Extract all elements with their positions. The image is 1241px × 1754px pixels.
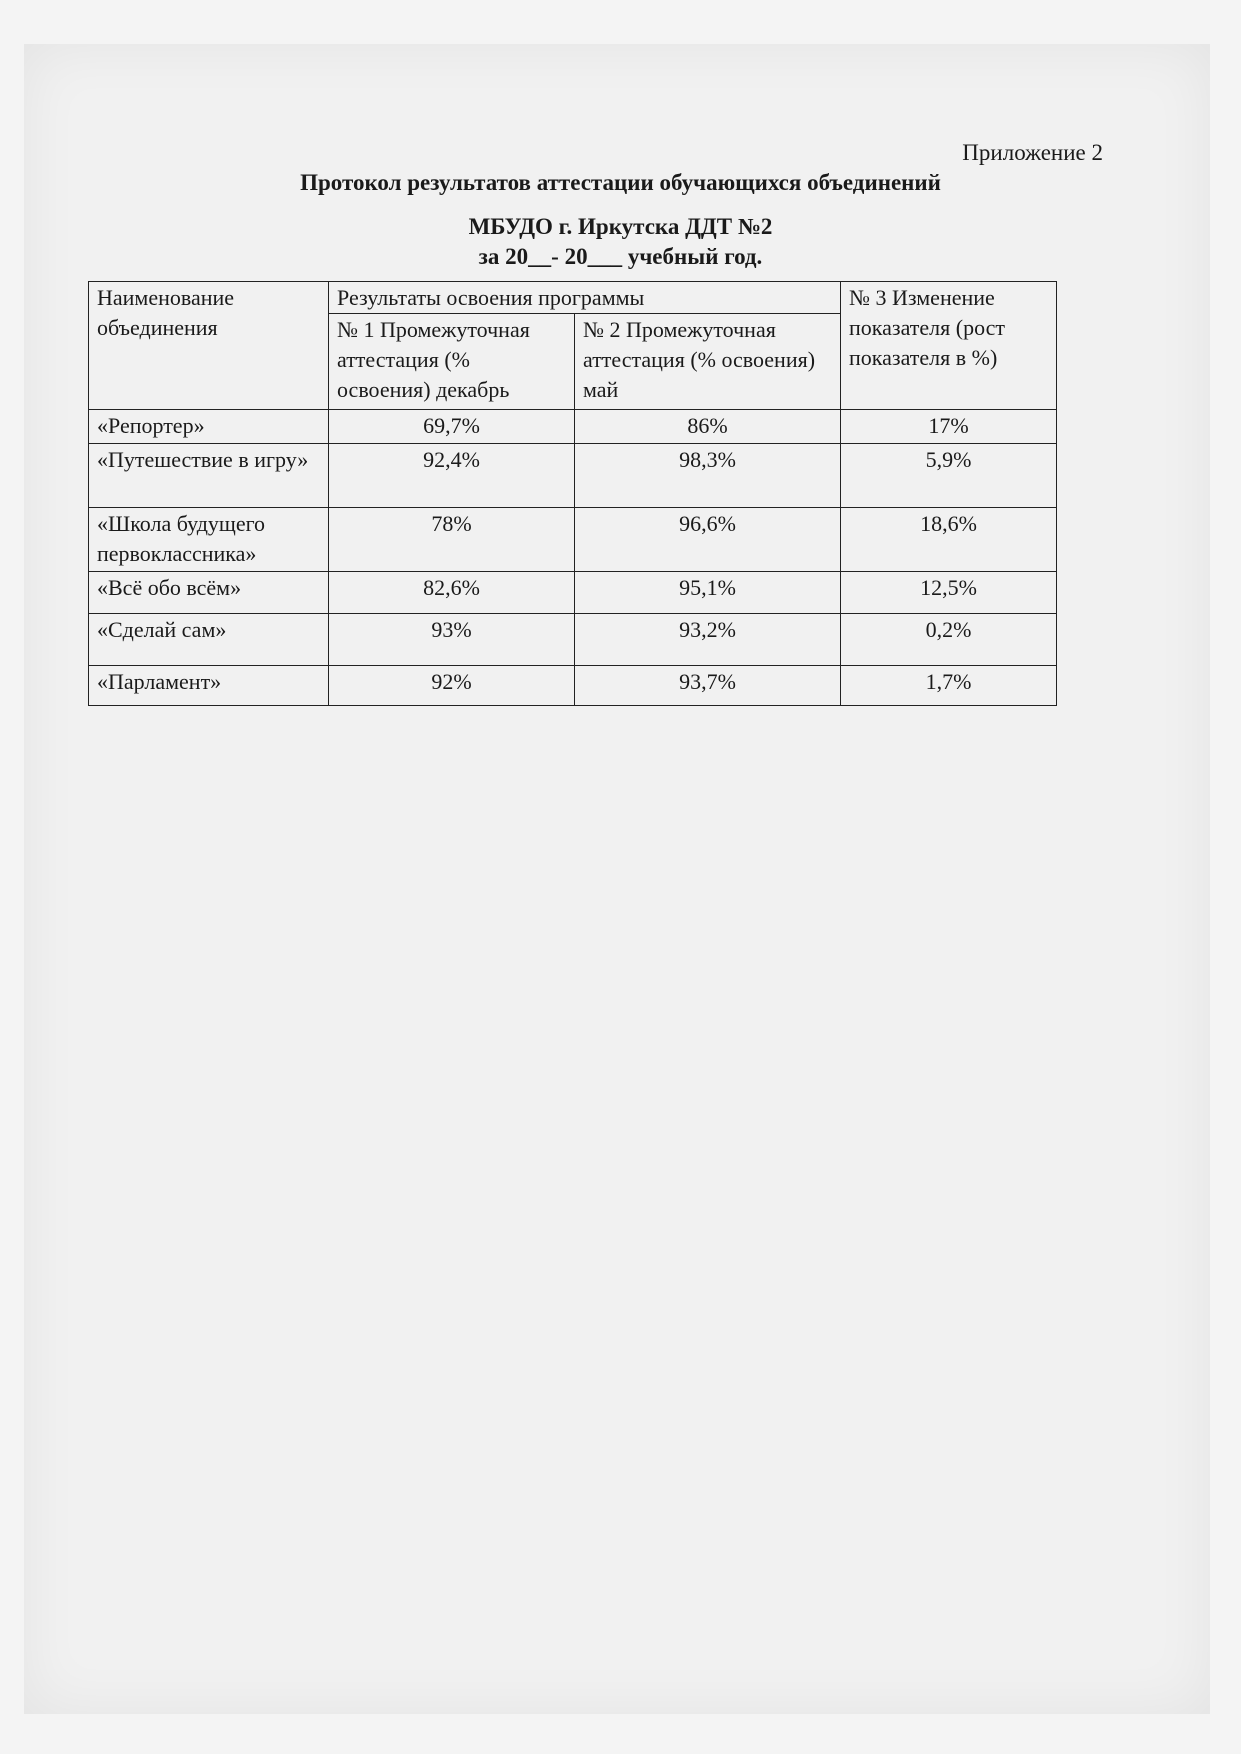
row-may-value: 93,7% xyxy=(575,666,841,706)
row-may-value: 93,2% xyxy=(575,614,841,666)
row-change-value: 17% xyxy=(841,410,1057,444)
header-results-group: Результаты освоения программы xyxy=(329,282,841,314)
document-title: Протокол результатов аттестации обучающихся объединений xyxy=(300,170,941,195)
attestation-results-table xyxy=(88,281,1057,706)
row-change-value: 5,9% xyxy=(841,444,1057,508)
row-name: «Путешествие в игру» xyxy=(89,444,329,508)
row-may-value: 98,3% xyxy=(575,444,841,508)
row-change-value: 0,2% xyxy=(841,614,1057,666)
row-change-value: 18,6% xyxy=(841,508,1057,572)
header-may-column: № 2 Промежуточная аттестация (% освоения) май xyxy=(575,314,841,410)
row-change-value: 12,5% xyxy=(841,572,1057,614)
row-december-value: 92,4% xyxy=(329,444,575,508)
row-name: «Сделай сам» xyxy=(89,614,329,666)
school-year-title: за 20__- 20___ учебный год. xyxy=(478,244,763,269)
row-name: «Всё обо всём» xyxy=(89,572,329,614)
row-change-value: 1,7% xyxy=(841,666,1057,706)
appendix-label: Приложение 2 xyxy=(962,140,1103,165)
row-name: «Парламент» xyxy=(89,666,329,706)
row-december-value: 92% xyxy=(329,666,575,706)
table-row xyxy=(89,508,1057,572)
table-row xyxy=(89,410,1057,444)
table-row xyxy=(89,614,1057,666)
row-may-value: 86% xyxy=(575,410,841,444)
row-may-value: 96,6% xyxy=(575,508,841,572)
header-december-column: № 1 Промежуточная аттестация (% освоения) декабрь xyxy=(329,314,575,410)
row-may-value: 95,1% xyxy=(575,572,841,614)
row-name: «Репортер» xyxy=(89,410,329,444)
institution-title: МБУДО г. Иркутска ДДТ №2 xyxy=(468,214,773,239)
table-row xyxy=(89,666,1057,706)
row-december-value: 69,7% xyxy=(329,410,575,444)
row-name: «Школа будущего первоклассника» xyxy=(89,508,329,572)
header-change-column: № 3 Изменение показателя (рост показателя в %) xyxy=(841,282,1057,410)
row-december-value: 82,6% xyxy=(329,572,575,614)
table-header-row xyxy=(89,282,1057,314)
row-december-value: 78% xyxy=(329,508,575,572)
table-row xyxy=(89,572,1057,614)
header-name-column: Наименование объединения xyxy=(89,282,329,410)
row-december-value: 93% xyxy=(329,614,575,666)
table-row xyxy=(89,444,1057,508)
